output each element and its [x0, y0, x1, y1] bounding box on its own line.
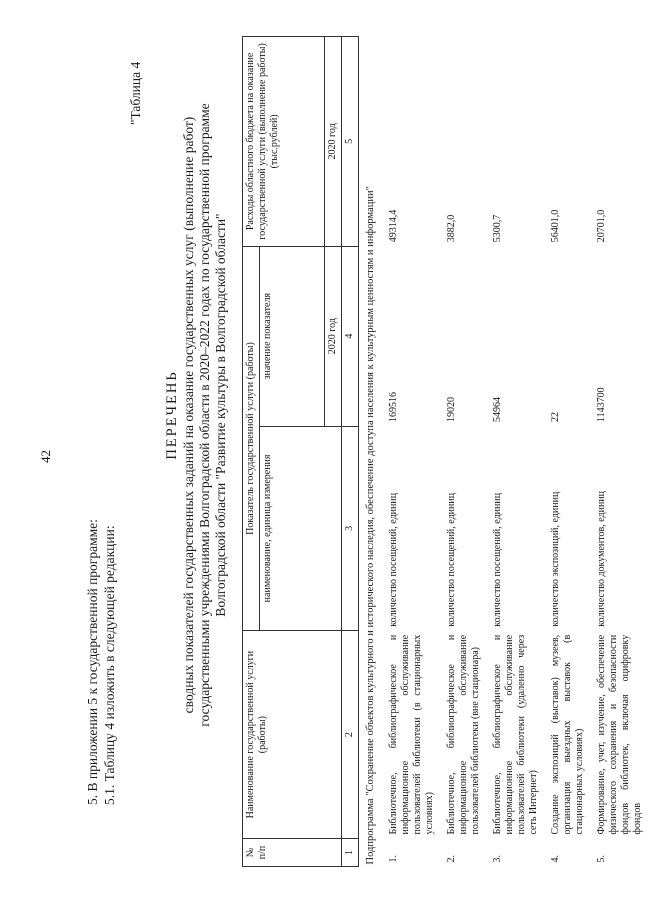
row-value: 1143700	[596, 387, 607, 423]
header-indicator-name: наименование, единица измерения	[260, 426, 342, 631]
row-num: 2.	[446, 855, 457, 863]
row-service: Создание экспозиций (выставок) музеев, организация выездных выставок (в стационарных условиях)	[550, 634, 585, 835]
row-indicator: количество экспозиций, единиц	[550, 491, 561, 627]
column-number: 2	[342, 631, 359, 839]
row-num: 3.	[492, 855, 503, 863]
row-budget: 5300,7	[492, 214, 503, 243]
row-budget: 56401,0	[550, 209, 561, 243]
table-row	[590, 37, 648, 867]
row-service: Библиотечное, библиографическое и информационное обслуживание пользователей библиотеки (в стационарных условиях)	[388, 634, 435, 835]
table-row	[382, 37, 440, 867]
heading-subtitle-line: Волгоградской области "Развитие культуры в Волгоградской области"	[213, 213, 228, 617]
row-service: Библиотечное, библиографическое и информационное обслуживание пользователей библиотеки (удаленно через сеть Интернет)	[492, 634, 539, 835]
table-row	[544, 37, 590, 867]
table-header-row	[243, 37, 260, 867]
row-value: 22	[550, 412, 561, 423]
row-indicator: количество посещений, единиц	[446, 492, 457, 627]
heading-subtitle-line: государственными учреждениями Волгоградской области в 2020–2022 годах по государственной программе	[197, 103, 212, 727]
row-budget: 49314,4	[388, 209, 399, 243]
subprogram-row	[359, 37, 383, 867]
header-indicator-group: Показатель государственной услуги (работы)	[243, 246, 260, 630]
column-number: 1	[342, 839, 359, 867]
column-number: 5	[342, 37, 359, 247]
page-number: 42	[38, 450, 53, 463]
header-service-name: Наименование государственной услуги (работы)	[243, 631, 342, 839]
header-indicator-value: значение показателя	[260, 246, 325, 426]
column-number: 4	[342, 246, 359, 426]
table-label: "Таблица 4	[128, 61, 143, 125]
row-value: 169516	[388, 392, 399, 423]
intro-line: 5.1. Таблицу 4 изложить в следующей редакции:	[102, 525, 117, 805]
column-numbers-row	[342, 37, 359, 867]
row-indicator: количество документов, единиц	[596, 490, 607, 627]
row-budget: 3882,0	[446, 214, 457, 243]
intro-line: 5. В приложении 5 к государственной программе:	[85, 519, 100, 805]
row-num: 5.	[596, 855, 607, 863]
row-value: 19020	[446, 397, 457, 423]
table-row	[440, 37, 486, 867]
header-budget: Расходы областного бюджета на оказание государственной услуги (выполнение работы) (тыс.рублей)	[243, 37, 325, 247]
row-value: 54964	[492, 397, 503, 423]
header-num: № п/п	[243, 839, 342, 867]
header-year-value: 2020 год	[325, 246, 342, 426]
intro-text	[84, 519, 118, 805]
header-year-budget: 2020 год	[325, 37, 342, 247]
subprogram-title: Подпрограмма "Сохранение объектов культурного и исторического наследия, обеспечение доступа населения к культурным ценностям и информации"	[365, 186, 376, 865]
heading-subtitle-line: сводных показателей государственных заданий на оказание государственных услуг (выполнение работ)	[181, 116, 196, 714]
column-number: 3	[342, 426, 359, 631]
row-num: 4.	[550, 855, 561, 863]
row-num: 1.	[388, 855, 399, 863]
table-row	[486, 37, 544, 867]
row-budget: 20701,0	[596, 209, 607, 243]
row-indicator: количество посещений, единиц	[492, 492, 503, 627]
row-service: Формирование, учет, изучение, обеспечение физического сохранения и безопасности фондов библиотек, включая оцифровку фондов	[596, 634, 643, 835]
document-heading	[163, 75, 229, 755]
services-table	[242, 36, 648, 867]
row-indicator: количество посещений, единиц	[388, 492, 399, 627]
heading-title: ПЕРЕЧЕНЬ	[164, 370, 180, 460]
row-service: Библиотечное, библиографическое и информационное обслуживание пользователей библиотеки (вне стационара)	[446, 634, 481, 835]
